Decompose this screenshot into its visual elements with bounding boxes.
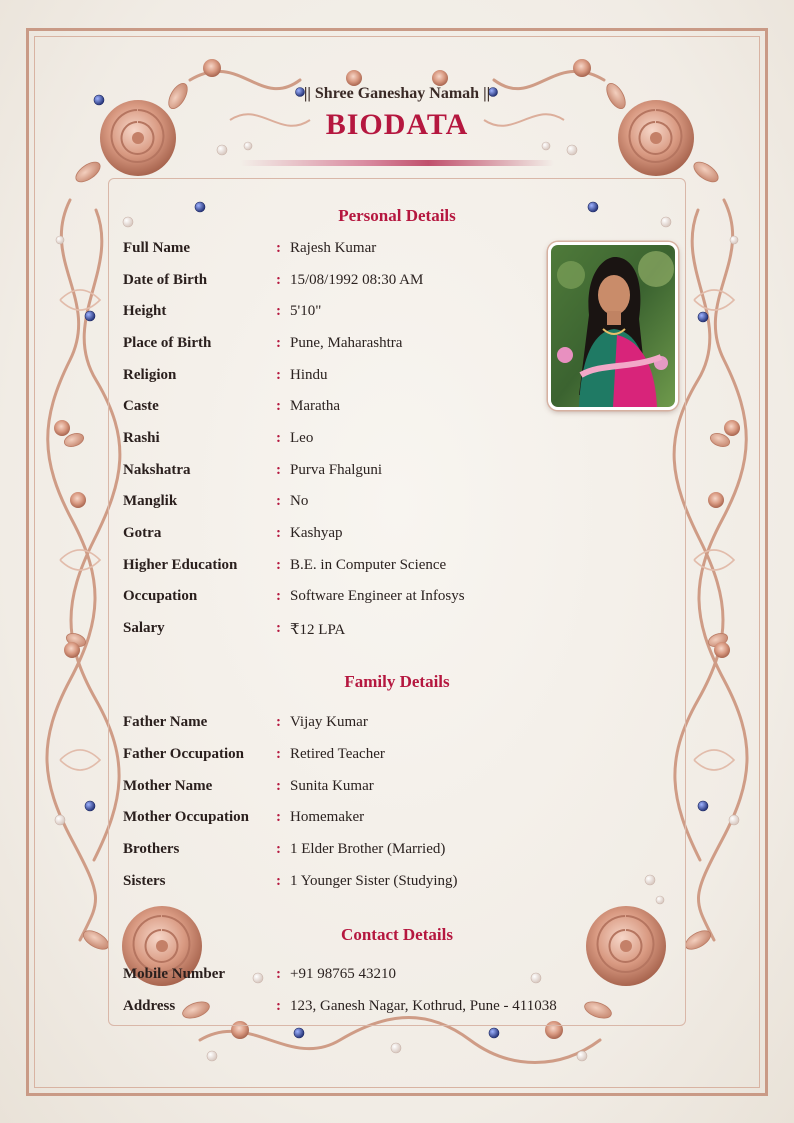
row-label: Manglik — [123, 493, 178, 509]
row-value: Retired Teacher — [290, 746, 385, 762]
row-separator: : — [276, 620, 281, 636]
row-label: Sisters — [123, 873, 166, 889]
row-separator: : — [276, 240, 281, 256]
personal-row-height — [123, 303, 643, 325]
personal-row-gotra — [123, 525, 643, 547]
row-label: Brothers — [123, 841, 180, 857]
row-separator: : — [276, 998, 281, 1014]
contact-row-mobile-number — [123, 966, 643, 988]
personal-row-higher-education — [123, 557, 643, 579]
row-separator: : — [276, 841, 281, 857]
row-label: Father Occupation — [123, 746, 244, 762]
page-title: BIODATA — [325, 108, 469, 141]
row-value: Sunita Kumar — [290, 778, 374, 794]
row-label: Religion — [123, 367, 177, 383]
personal-row-occupation — [123, 588, 643, 610]
row-value: Kashyap — [290, 525, 343, 541]
row-label: Mother Name — [123, 778, 213, 794]
row-separator: : — [276, 493, 281, 509]
family-row-father-name — [123, 714, 643, 736]
row-separator: : — [276, 462, 281, 478]
row-value: 1 Elder Brother (Married) — [290, 841, 446, 857]
row-value: Pune, Maharashtra — [290, 335, 403, 351]
row-value: No — [290, 493, 309, 509]
row-separator: : — [276, 335, 281, 351]
row-label: Mobile Number — [123, 966, 226, 982]
row-separator: : — [276, 398, 281, 414]
row-separator: : — [276, 525, 281, 541]
personal-row-place-of-birth — [123, 335, 643, 357]
contact-row-address — [123, 998, 643, 1020]
row-label: Salary — [123, 620, 165, 636]
row-separator: : — [276, 367, 281, 383]
row-label: Caste — [123, 398, 159, 414]
row-separator: : — [276, 430, 281, 446]
row-value: Hindu — [290, 367, 328, 383]
row-value: ₹12 LPA — [290, 622, 346, 638]
row-separator: : — [276, 809, 281, 825]
row-separator: : — [276, 778, 281, 794]
personal-row-religion — [123, 367, 643, 389]
row-separator: : — [276, 873, 281, 889]
row-separator: : — [276, 966, 281, 982]
row-value: Homemaker — [290, 809, 365, 825]
row-value: Rajesh Kumar — [290, 240, 377, 256]
family-row-father-occupation — [123, 746, 643, 768]
row-value: Purva Fhalguni — [290, 462, 383, 478]
row-label: Occupation — [123, 588, 198, 604]
personal-details-heading: Personal Details — [338, 206, 456, 225]
row-separator: : — [276, 557, 281, 573]
contact-details-heading: Contact Details — [341, 925, 453, 944]
row-separator: : — [276, 746, 281, 762]
row-value: Maratha — [290, 398, 340, 414]
row-label: Gotra — [123, 525, 162, 541]
row-value: Software Engineer at Infosys — [290, 588, 465, 604]
personal-row-salary — [123, 620, 643, 642]
row-value: 5'10" — [290, 303, 322, 319]
row-value: 1 Younger Sister (Studying) — [290, 873, 458, 889]
row-label: Date of Birth — [123, 272, 208, 288]
row-value: 15/08/1992 08:30 AM — [290, 272, 424, 288]
row-value: B.E. in Computer Science — [290, 557, 447, 573]
personal-row-rashi — [123, 430, 643, 452]
family-row-mother-name — [123, 778, 643, 800]
row-label: Height — [123, 303, 167, 319]
row-separator: : — [276, 272, 281, 288]
row-label: Nakshatra — [123, 462, 191, 478]
row-separator: : — [276, 714, 281, 730]
family-row-mother-occupation — [123, 809, 643, 831]
row-label: Rashi — [123, 430, 160, 446]
row-separator: : — [276, 588, 281, 604]
invocation-text: || Shree Ganeshay Namah || — [303, 85, 491, 102]
family-details-heading: Family Details — [344, 672, 450, 691]
personal-row-full-name — [123, 240, 643, 262]
row-label: Mother Occupation — [123, 809, 249, 825]
row-value: Vijay Kumar — [290, 714, 368, 730]
row-label: Father Name — [123, 714, 208, 730]
row-label: Full Name — [123, 240, 191, 256]
personal-row-manglik — [123, 493, 643, 515]
row-value: Leo — [290, 430, 314, 446]
personal-row-nakshatra — [123, 462, 643, 484]
row-value: 123, Ganesh Nagar, Kothrud, Pune - 411038 — [290, 998, 557, 1014]
row-value: +91 98765 43210 — [290, 966, 396, 982]
personal-row-date-of-birth — [123, 272, 643, 294]
row-separator: : — [276, 303, 281, 319]
family-row-sisters — [123, 873, 643, 895]
family-row-brothers — [123, 841, 643, 863]
row-label: Place of Birth — [123, 335, 212, 351]
personal-row-caste — [123, 398, 643, 420]
row-label: Higher Education — [123, 557, 238, 573]
row-label: Address — [123, 998, 176, 1014]
title-underline — [240, 160, 554, 166]
